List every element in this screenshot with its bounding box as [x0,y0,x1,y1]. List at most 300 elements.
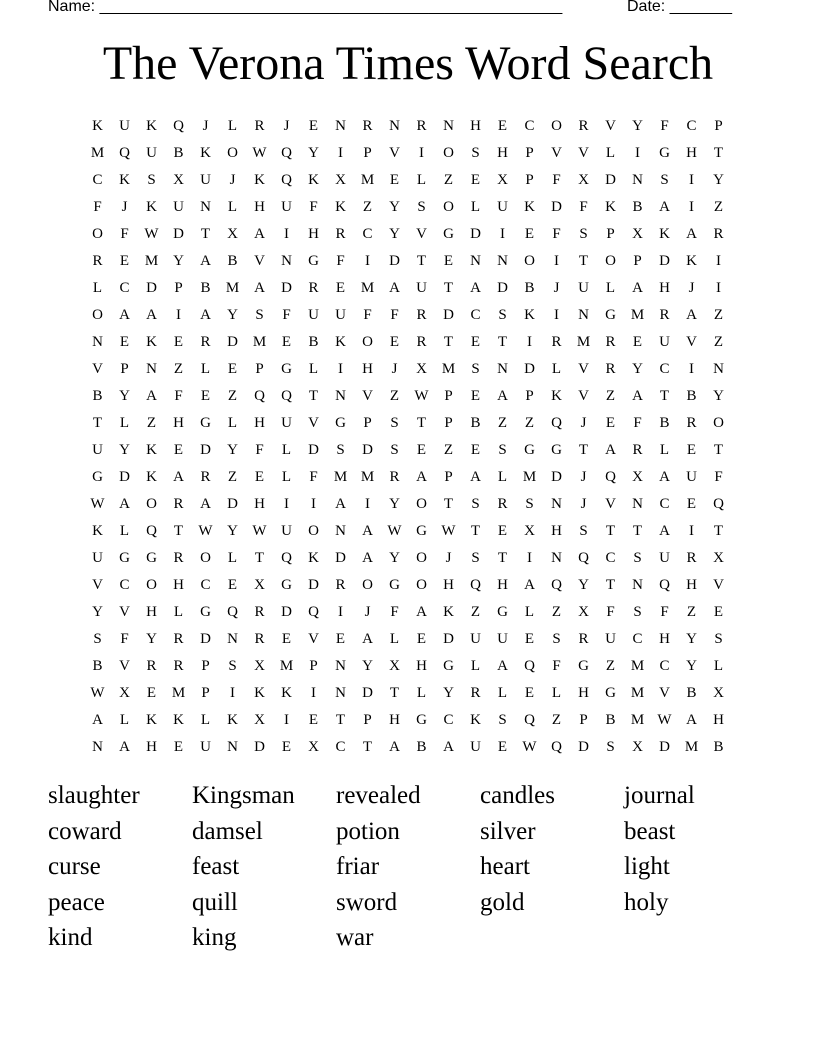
word-bank-item: heart [480,853,530,881]
grid-letter: V [578,388,589,404]
grid-letter: V [713,577,724,593]
word-bank-item: candles [480,782,555,809]
grid-letter: U [200,172,211,188]
grid-letter: A [119,496,130,512]
grid-letter: D [227,334,238,350]
grid-letter: P [309,658,318,674]
grid-letter: N [713,361,724,377]
grid-letter: F [93,199,102,215]
grid-letter: Z [173,361,184,377]
grid-letter: Q [551,739,562,755]
grid-letter: N [227,739,238,755]
grid-letter: Q [254,388,265,404]
name-line: Name: ____________________________________________________ [48,0,563,15]
grid-letter: U [146,145,157,161]
grid-letter: M [684,739,699,755]
grid-letter: K [92,523,103,539]
grid-letter: K [551,388,562,404]
grid-letter: R [362,118,373,134]
grid-letter: Q [227,604,238,620]
grid-letter: R [578,118,589,134]
grid-letter: B [686,388,697,404]
grid-letter: D [605,172,616,188]
grid-letter: M [279,658,294,674]
grid-letter: K [146,334,157,350]
grid-letter: Q [524,712,535,728]
grid-letter: R [497,496,508,512]
grid-letter: D [551,469,562,485]
grid-letter: G [497,604,508,620]
grid-letter: G [551,442,562,458]
grid-letter: E [281,334,292,350]
grid-letter: R [173,658,184,674]
grid-letter: I [500,226,505,242]
word-bank-item: war [336,924,374,952]
grid-letter: M [630,712,645,728]
grid-letter: H [659,280,670,296]
grid-letter: A [389,280,400,296]
grid-letter: B [200,280,211,296]
grid-letter: X [416,361,427,377]
grid-letter: G [92,469,103,485]
grid-letter: A [686,712,697,728]
grid-letter: B [659,415,670,431]
grid-letter: N [497,361,508,377]
grid-letter: A [416,469,427,485]
grid-letter: S [336,442,345,458]
word-bank-item: coward [48,817,122,845]
grid-letter: E [308,712,319,728]
grid-letter: V [92,577,103,593]
word-bank-item: friar [336,853,380,881]
grid-letter: U [281,199,292,215]
grid-letter: E [443,253,454,269]
grid-letter: P [714,118,723,134]
grid-letter: I [230,685,235,701]
grid-letter: X [227,226,238,242]
grid-letter: I [527,550,532,566]
grid-letter: L [659,442,670,458]
grid-letter: R [605,361,616,377]
grid-letter: N [551,496,562,512]
grid-letter: K [92,118,103,134]
grid-letter: P [444,415,453,431]
grid-letter: V [551,145,562,161]
grid-letter: T [362,739,373,755]
grid-letter: S [660,172,669,188]
grid-letter: K [119,172,130,188]
grid-letter: Q [578,550,589,566]
grid-letter: R [578,631,589,647]
grid-letter: Z [443,442,454,458]
grid-letter: Y [173,253,184,269]
grid-letter: N [443,118,454,134]
grid-letter: W [144,226,159,242]
grid-letter: Z [551,604,562,620]
grid-letter: L [173,604,184,620]
grid-letter: L [227,550,238,566]
grid-letter: G [281,577,292,593]
grid-letter: F [606,604,615,620]
grid-letter: W [657,712,672,728]
grid-letter: N [200,199,211,215]
grid-letter: E [119,253,130,269]
grid-letter: L [416,685,427,701]
grid-letter: P [363,145,372,161]
grid-letter: I [689,199,694,215]
grid-letter: Y [632,361,643,377]
grid-letter: N [146,361,157,377]
grid-letter: J [580,415,587,431]
grid-letter: E [389,172,400,188]
grid-letter: K [335,334,346,350]
grid-letter: T [416,253,427,269]
grid-letter: A [254,280,265,296]
grid-letter: H [389,712,400,728]
grid-letter: E [173,442,184,458]
date-line: Date: _______ [627,0,732,15]
grid-letter: Q [146,523,157,539]
grid-letter: M [225,280,240,296]
grid-letter: Y [632,118,643,134]
grid-letter: Y [119,388,130,404]
grid-letter: O [416,577,427,593]
grid-letter: C [605,550,616,566]
grid-letter: B [92,388,103,404]
grid-letter: Q [281,145,292,161]
grid-letter: I [338,145,343,161]
grid-letter: F [633,415,642,431]
grid-letter: I [284,712,289,728]
grid-letter: A [659,469,670,485]
grid-letter: J [364,604,371,620]
grid-letter: T [335,712,346,728]
grid-letter: A [92,712,103,728]
grid-letter: R [416,118,427,134]
grid-letter: T [713,145,724,161]
grid-letter: L [470,199,481,215]
grid-letter: X [497,172,508,188]
grid-letter: E [713,604,724,620]
grid-letter: Y [119,442,130,458]
grid-letter: E [497,118,508,134]
grid-letter: A [119,739,130,755]
grid-letter: J [445,550,452,566]
grid-letter: F [714,469,723,485]
grid-letter: Z [713,334,724,350]
grid-letter: O [605,253,616,269]
grid-letter: D [335,550,346,566]
grid-letter: V [605,496,616,512]
grid-letter: T [389,685,400,701]
grid-letter: M [171,685,186,701]
grid-letter: F [309,199,318,215]
grid-letter: L [119,415,130,431]
grid-letter: P [633,253,642,269]
grid-letter: E [497,523,508,539]
grid-letter: U [578,280,589,296]
grid-letter: R [659,307,670,323]
grid-letter: I [365,496,370,512]
grid-letter: U [92,442,103,458]
grid-letter: S [147,172,156,188]
grid-letter: Z [470,604,481,620]
grid-letter: P [525,145,534,161]
grid-letter: X [335,172,346,188]
grid-letter: Z [227,388,238,404]
grid-letter: W [387,523,402,539]
grid-letter: K [146,712,157,728]
grid-letter: R [605,334,616,350]
grid-letter: E [524,685,535,701]
grid-letter: O [92,226,103,242]
grid-letter: Q [605,469,616,485]
grid-letter: U [497,199,508,215]
grid-letter: I [716,253,721,269]
grid-letter: P [363,712,372,728]
grid-letter: N [281,253,292,269]
grid-letter: V [389,145,400,161]
word-bank-item: peace [48,888,105,916]
word-bank-item: king [192,924,237,952]
grid-letter: L [227,415,238,431]
grid-letter: T [578,442,589,458]
grid-letter: W [441,523,456,539]
grid-letter: A [632,388,643,404]
grid-letter: D [659,253,670,269]
grid-letter: O [200,550,211,566]
grid-letter: E [173,739,184,755]
grid-letter: E [389,334,400,350]
grid-letter: Y [389,550,400,566]
grid-letter: E [335,280,346,296]
grid-letter: Q [551,415,562,431]
grid-letter: M [360,172,375,188]
grid-letter: R [200,469,211,485]
grid-letter: H [173,577,184,593]
grid-letter: Z [551,712,562,728]
grid-letter: W [252,523,267,539]
grid-letter: R [173,631,184,647]
grid-letter: B [92,658,103,674]
grid-letter: Z [146,415,157,431]
grid-letter: H [254,199,265,215]
grid-letter: L [524,604,535,620]
grid-letter: E [524,631,535,647]
grid-letter: G [443,658,454,674]
grid-letter: M [630,307,645,323]
grid-letter: G [389,577,400,593]
grid-letter: R [173,550,184,566]
grid-letter: M [144,253,159,269]
grid-letter: A [497,388,508,404]
grid-letter: T [497,550,508,566]
grid-letter: Z [227,469,238,485]
grid-letter: D [227,496,238,512]
grid-letter: B [308,334,319,350]
grid-letter: M [90,145,105,161]
grid-letter: N [497,253,508,269]
word-bank-item: gold [480,888,525,916]
grid-letter: R [686,415,697,431]
grid-letter: H [497,145,508,161]
grid-letter: X [578,604,589,620]
grid-letter: H [578,685,589,701]
grid-letter: K [254,172,265,188]
grid-letter: N [632,172,643,188]
grid-letter: T [713,442,724,458]
grid-letter: O [362,334,373,350]
grid-letter: J [580,496,587,512]
grid-letter: Z [605,388,616,404]
grid-letter: N [632,496,643,512]
grid-letter: E [119,334,130,350]
grid-letter: P [606,226,615,242]
grid-letter: F [660,118,669,134]
grid-letter: R [686,550,697,566]
grid-letter: S [390,415,399,431]
grid-letter: T [605,523,616,539]
grid-letter: X [632,226,643,242]
grid-letter: J [202,118,209,134]
grid-letter: R [173,496,184,512]
grid-letter: P [444,469,453,485]
grid-letter: G [524,442,535,458]
grid-letter: V [578,145,589,161]
grid-letter: B [686,685,697,701]
grid-letter: M [576,334,591,350]
grid-letter: N [389,118,400,134]
grid-letter: E [335,631,346,647]
grid-letter: X [173,172,184,188]
grid-letter: P [255,361,264,377]
grid-letter: D [578,739,589,755]
grid-letter: Y [146,631,157,647]
grid-letter: F [552,172,561,188]
grid-letter: U [335,307,346,323]
grid-letter: I [365,253,370,269]
grid-letter: H [470,118,481,134]
grid-letter: R [470,685,481,701]
grid-letter: L [281,442,292,458]
page-title: The Verona Times Word Search [102,37,714,90]
grid-letter: S [633,604,642,620]
word-bank-item: kind [48,924,93,952]
grid-letter: C [659,658,670,674]
grid-letter: S [579,226,588,242]
grid-letter: O [713,415,724,431]
grid-letter: N [470,253,481,269]
grid-letter: E [281,739,292,755]
grid-letter: Y [389,199,400,215]
grid-letter: X [632,739,643,755]
grid-letter: Y [362,658,373,674]
grid-letter: D [146,280,157,296]
grid-letter: B [470,415,481,431]
grid-letter: Q [551,577,562,593]
grid-letter: K [281,685,292,701]
grid-letter: O [92,307,103,323]
grid-letter: R [389,469,400,485]
grid-letter: X [254,712,265,728]
grid-letter: L [92,280,103,296]
grid-letter: D [200,442,211,458]
grid-letter: Q [119,145,130,161]
grid-letter: S [255,307,264,323]
grid-letter: F [120,631,129,647]
grid-letter: U [281,415,292,431]
grid-letter: C [686,118,697,134]
grid-letter: U [659,334,670,350]
grid-letter: D [443,631,454,647]
grid-letter: D [119,469,130,485]
grid-letter: Z [362,199,373,215]
grid-letter: X [632,469,643,485]
grid-letter: R [632,442,643,458]
grid-letter: X [713,550,724,566]
grid-letter: F [174,388,183,404]
grid-letter: L [227,118,238,134]
grid-letter: A [335,496,346,512]
grid-letter: T [416,415,427,431]
grid-letter: K [443,604,454,620]
grid-letter: P [525,172,534,188]
grid-letter: Q [659,577,670,593]
grid-letter: F [552,658,561,674]
word-bank-item: light [624,853,670,881]
grid-letter: J [229,172,236,188]
grid-letter: F [282,307,291,323]
grid-letter: N [632,577,643,593]
grid-letter: A [659,199,670,215]
grid-letter: S [552,631,561,647]
grid-letter: E [227,577,238,593]
grid-letter: K [524,307,535,323]
grid-letter: F [255,442,264,458]
grid-letter: H [443,577,454,593]
grid-letter: G [659,145,670,161]
grid-letter: O [416,496,427,512]
grid-letter: S [633,550,642,566]
grid-letter: X [524,523,535,539]
grid-letter: I [338,361,343,377]
grid-letter: D [551,199,562,215]
grid-letter: D [281,280,292,296]
grid-letter: E [605,415,616,431]
grid-letter: Q [470,577,481,593]
grid-letter: X [713,685,724,701]
grid-letter: I [635,145,640,161]
grid-letter: D [362,685,373,701]
grid-letter: T [605,577,616,593]
grid-letter: M [252,334,267,350]
grid-letter: H [308,226,319,242]
grid-letter: T [578,253,589,269]
grid-letter: Q [713,496,724,512]
grid-letter: H [173,415,184,431]
grid-letter: S [471,496,480,512]
grid-letter: A [524,577,535,593]
grid-letter: Y [227,523,238,539]
grid-letter: I [311,685,316,701]
grid-letter: D [524,361,535,377]
grid-letter: Q [281,172,292,188]
grid-letter: G [605,307,616,323]
grid-letter: M [522,469,537,485]
grid-letter: S [390,442,399,458]
grid-letter: A [632,280,643,296]
grid-letter: E [146,685,157,701]
